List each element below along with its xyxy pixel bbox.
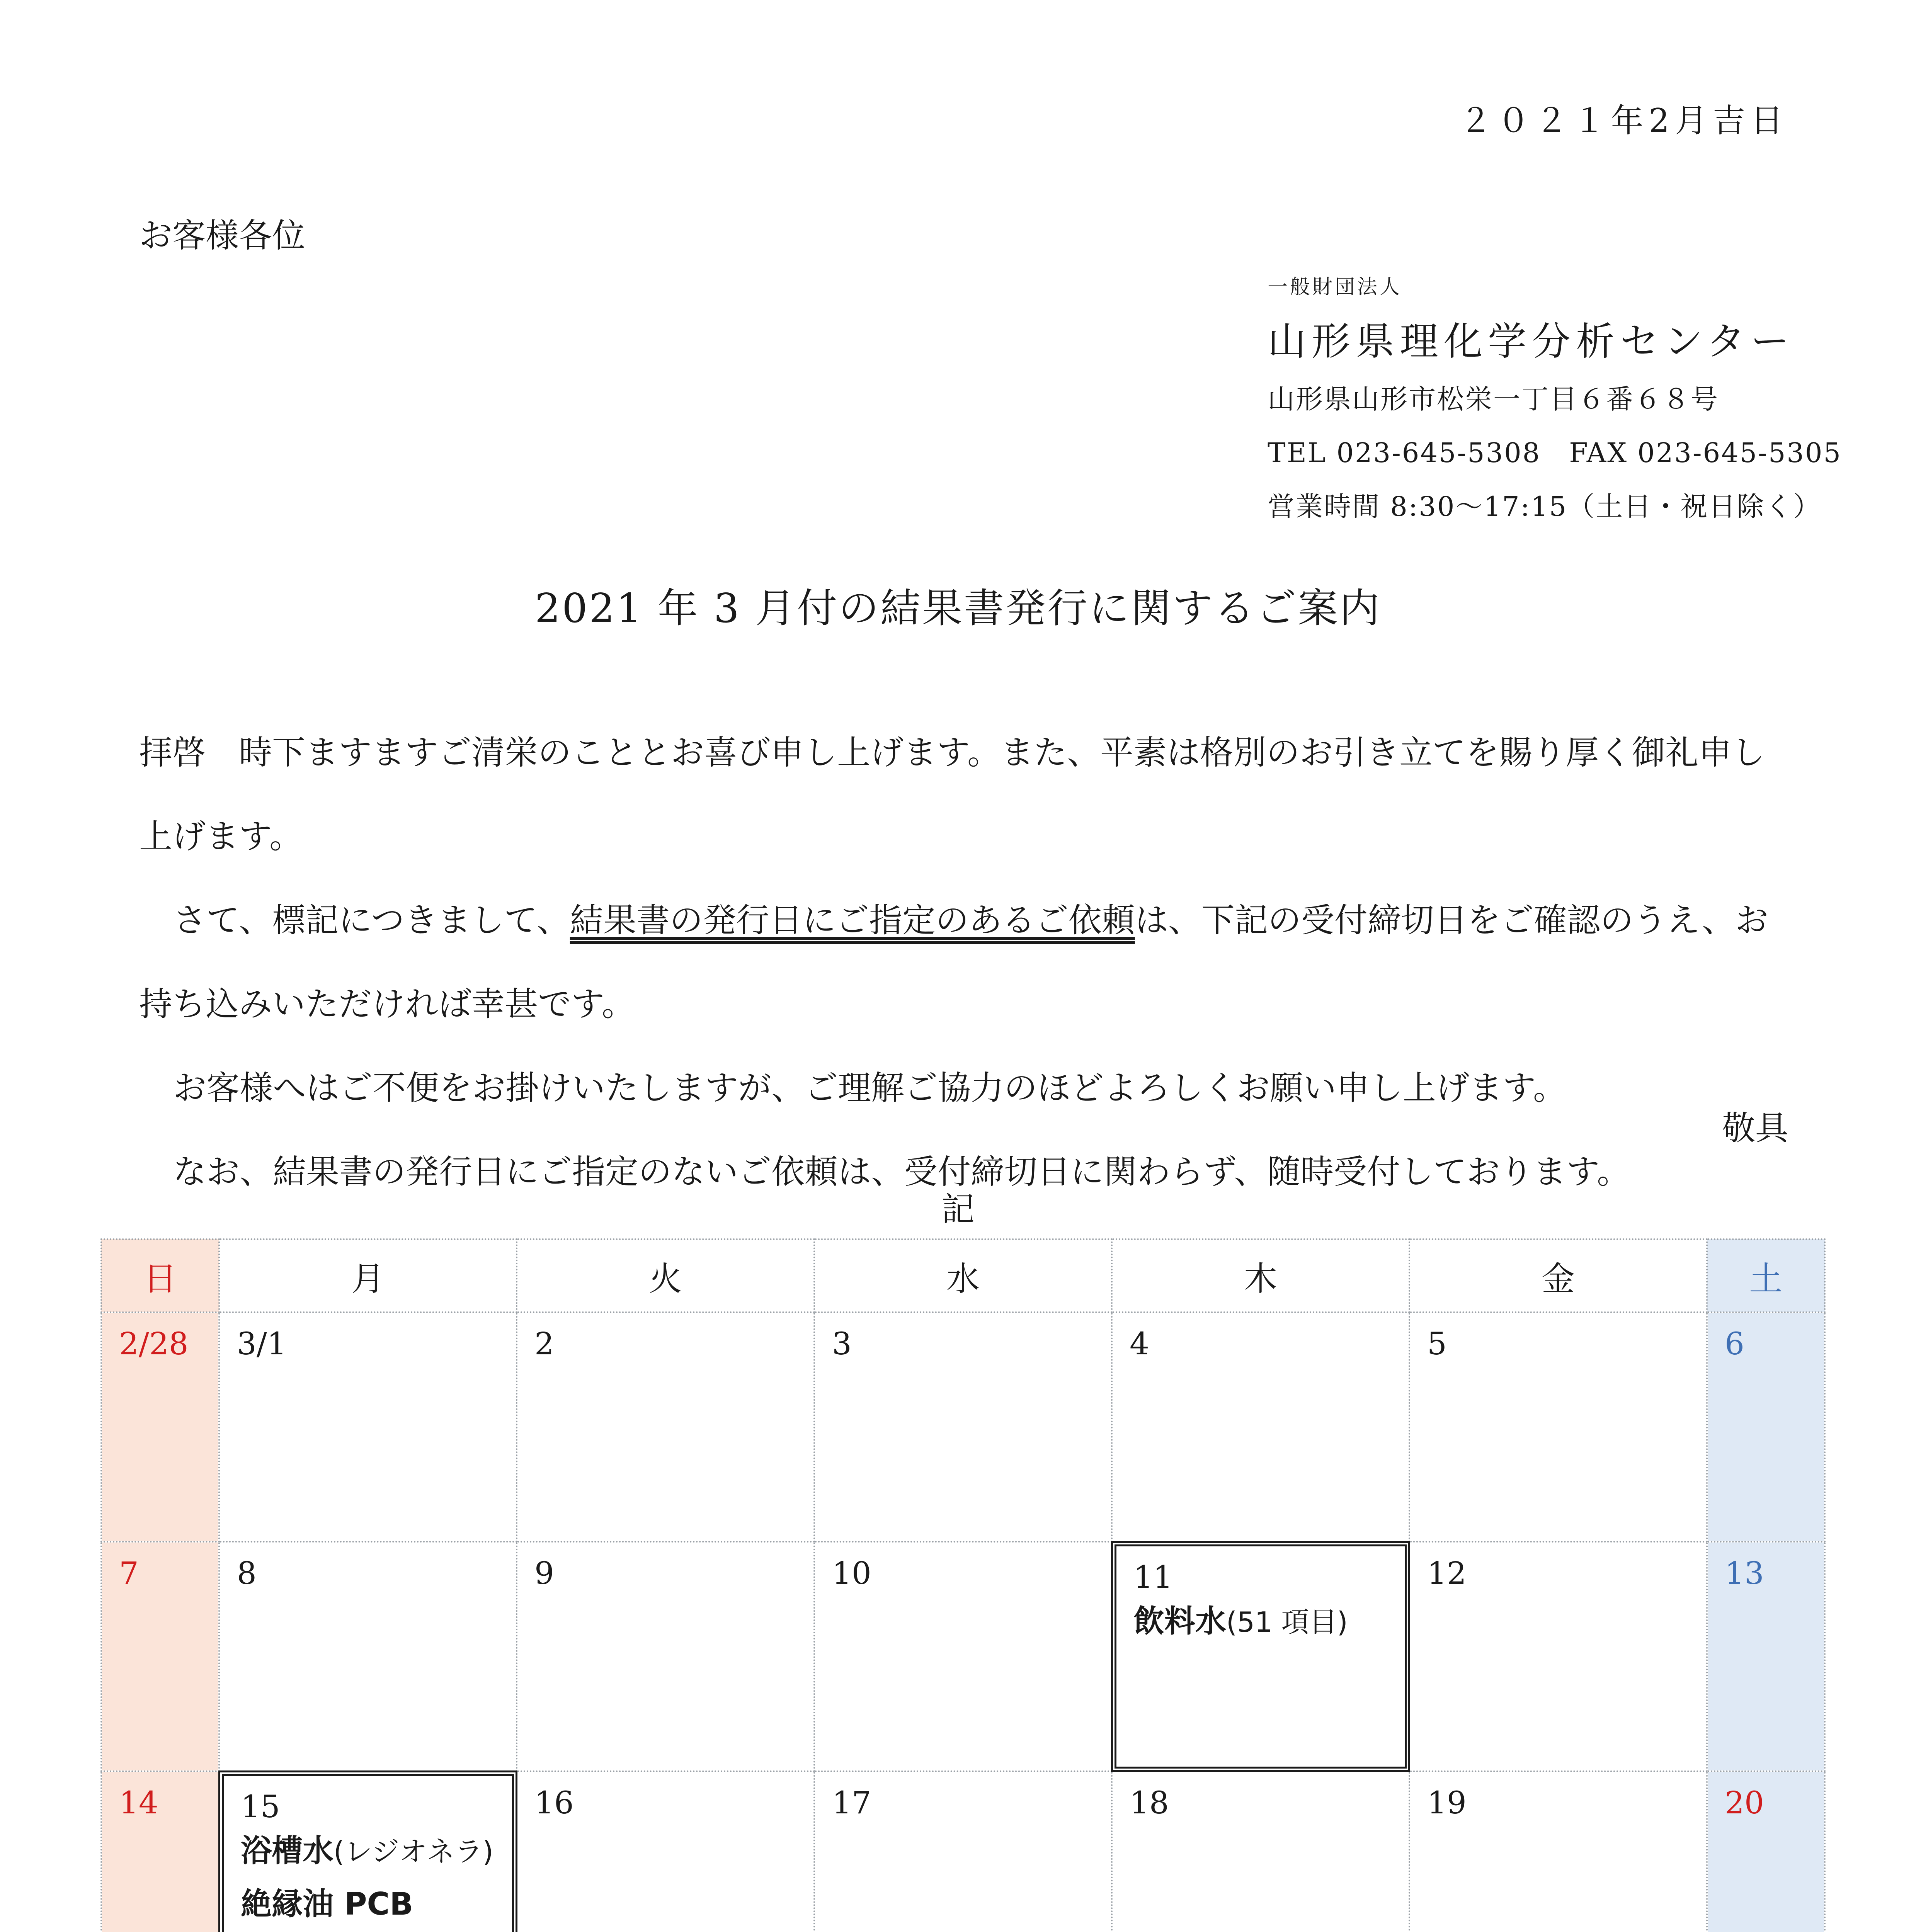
calendar-day-cell (101, 1542, 219, 1771)
day-number: 13 (1725, 1555, 1764, 1591)
day-number: 15 (241, 1789, 280, 1825)
day-content (815, 1313, 1111, 1541)
calendar-day-cell (219, 1542, 517, 1771)
day-content (517, 1772, 813, 1932)
calendar-day-cell (1707, 1542, 1825, 1771)
day-number: 4 (1130, 1326, 1149, 1362)
calendar-week-row (101, 1771, 1825, 1932)
deadline-item (1133, 1595, 1388, 1648)
calendar-day-cell (101, 1312, 219, 1542)
calendar-day-cell (1112, 1312, 1409, 1542)
recipient: お客様各位 (139, 216, 305, 255)
deadline-calendar (100, 1238, 1826, 1932)
calendar-day-cell (1112, 1771, 1409, 1932)
deadline-item-detail: (レジオネラ) (334, 1835, 493, 1868)
calendar-day-cell (517, 1771, 814, 1932)
day-content (517, 1543, 813, 1770)
day-content (1708, 1313, 1824, 1541)
day-content (517, 1313, 813, 1541)
deadline-item-name: 絶縁油 PCB (241, 1886, 413, 1922)
day-content (102, 1543, 218, 1770)
day-number: 18 (1130, 1785, 1169, 1821)
calendar-day-cell (1112, 1542, 1409, 1771)
org-address: 山形県山形市松栄一丁目６番６８号 (1268, 383, 1719, 415)
underlined-phrase: 結果書の発行日にご指定のあるご依頼 (570, 901, 1135, 940)
day-number: 6 (1725, 1326, 1744, 1362)
weekday-header: 月 (219, 1239, 517, 1312)
day-content (1708, 1772, 1824, 1932)
paragraph-note: なお、結果書の発行日にご指定のないご依頼は、受付締切日に関わらず、随時受付しております。 (173, 1153, 1630, 1191)
calendar-day-cell (517, 1312, 814, 1542)
calendar-day-cell (219, 1771, 517, 1932)
day-number: 17 (832, 1785, 871, 1821)
paragraph-greeting: 拝啓 時下ますますご清栄のこととお喜び申し上げます。また、平素は格別のお引き立てを賜り厚く御礼申し上げます。 (139, 733, 1765, 856)
day-content (815, 1772, 1111, 1932)
deadline-item-name: 浴槽水 (241, 1833, 334, 1869)
day-number: 3 (832, 1326, 852, 1362)
deadline-item (241, 1878, 495, 1930)
paragraph-request (139, 879, 1782, 1046)
day-content (1113, 1313, 1409, 1541)
calendar-day-cell (814, 1771, 1112, 1932)
day-number: 8 (237, 1555, 257, 1591)
day-number: 5 (1427, 1326, 1447, 1362)
day-content (1113, 1772, 1409, 1932)
ki-heading: 記 (941, 1190, 975, 1229)
day-number: 2 (534, 1326, 554, 1362)
calendar-day-cell (219, 1312, 517, 1542)
day-number: 7 (119, 1555, 139, 1591)
day-content (1708, 1543, 1824, 1770)
day-number: 16 (534, 1785, 574, 1821)
paragraph-request-post: は、下記の受付締切日をご確認のうえ、お持ち込みいただければ幸甚です。 (139, 901, 1769, 1024)
day-number: 14 (119, 1785, 158, 1821)
deadline-item-name: 飲料水 (1133, 1603, 1226, 1639)
calendar-day-cell (1707, 1312, 1825, 1542)
calendar-day-cell (101, 1771, 219, 1932)
day-number: 20 (1725, 1785, 1764, 1821)
calendar-day-cell (1409, 1542, 1707, 1771)
weekday-header: 金 (1409, 1239, 1707, 1312)
paragraph-request-pre: さて、標記につきまして、 (173, 901, 570, 940)
deadline-item (241, 1825, 495, 1878)
document-date: ２０２１年2月吉日 (1459, 102, 1788, 139)
calendar-day-cell (1707, 1771, 1825, 1932)
calendar-week-row (101, 1542, 1825, 1771)
calendar-day-cell (814, 1312, 1112, 1542)
deadline-box (218, 1770, 517, 1932)
deadline-box (1111, 1541, 1410, 1772)
day-content (815, 1543, 1111, 1770)
org-type: 一般財団法人 (1268, 276, 1402, 299)
day-number: 19 (1427, 1785, 1467, 1821)
day-content (1410, 1313, 1706, 1541)
day-content (102, 1313, 218, 1541)
paragraph-apology: お客様へはご不便をお掛けいたしますが、ご理解ご協力のほどよろしくお願い申し上げます。 (173, 1069, 1567, 1107)
day-content (1410, 1543, 1706, 1770)
closing-word: 敬具 (1722, 1109, 1788, 1148)
day-content (1410, 1772, 1706, 1932)
calendar-day-cell (517, 1542, 814, 1771)
deadline-item (241, 1930, 495, 1932)
calendar-day-cell (1409, 1312, 1707, 1542)
day-content (220, 1313, 516, 1541)
day-content (102, 1772, 218, 1932)
document-title: 2021 年 3 月付の結果書発行に関するご案内 (534, 585, 1382, 632)
calendar-day-cell (814, 1542, 1112, 1771)
org-hours: 営業時間 8:30～17:15（土日・祝日除く） (1268, 491, 1822, 522)
calendar-day-cell (1409, 1771, 1707, 1932)
day-content (220, 1543, 516, 1770)
weekday-header: 火 (517, 1239, 814, 1312)
calendar-week-row (101, 1312, 1825, 1542)
day-number: 9 (534, 1555, 554, 1591)
day-number: 3/1 (237, 1326, 287, 1362)
weekday-header: 土 (1707, 1239, 1825, 1312)
day-number: 11 (1133, 1559, 1173, 1595)
letter-body (139, 711, 1782, 1214)
calendar-header-row (101, 1239, 1825, 1312)
weekday-header: 木 (1112, 1239, 1409, 1312)
day-number: 10 (832, 1555, 871, 1591)
weekday-header: 水 (814, 1239, 1112, 1312)
deadline-item-detail: (51 項目) (1226, 1606, 1348, 1638)
org-name: 山形県理化学分析センター (1268, 319, 1795, 364)
org-tel-fax: TEL 023-645-5308 FAX 023-645-5305 (1268, 437, 1842, 469)
day-number: 2/28 (119, 1326, 189, 1362)
day-number: 12 (1427, 1555, 1467, 1591)
weekday-header: 日 (101, 1239, 219, 1312)
sender-block (1268, 270, 1842, 539)
calendar-body (101, 1312, 1825, 1932)
